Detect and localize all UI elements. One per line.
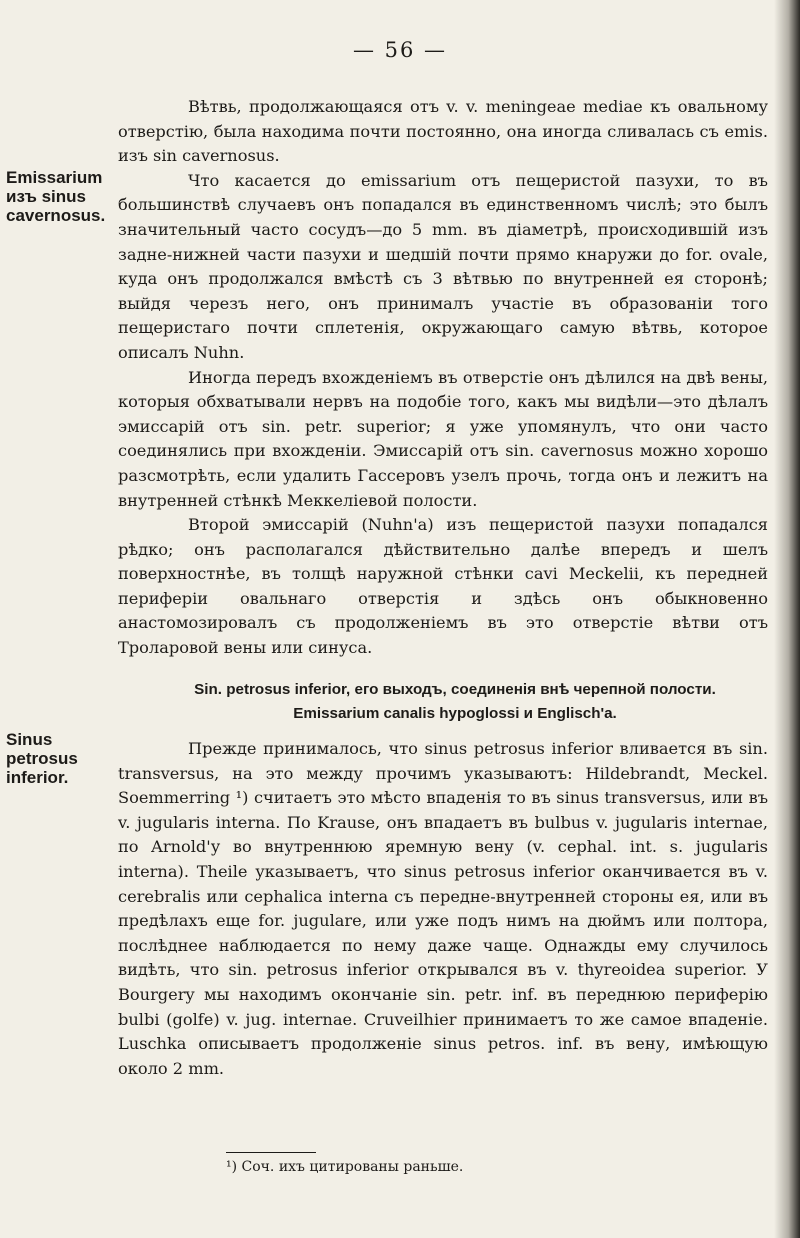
text-block-bottom: [118, 737, 768, 1081]
page-edge-shadow: [774, 0, 800, 1238]
margin-note-emissarium: Emissarium изъ sinus cavernosus.: [6, 168, 106, 225]
footnote-divider: [226, 1152, 316, 1153]
paragraph: Вѣтвь, продолжающаяся отъ v. v. meningeae mediae къ овальному отверстію, была находима почти постоянно, она иногда сливалась съ emis. изъ sin cavernosus.: [118, 97, 768, 166]
paragraph: Второй эмиссарій (Nuhn'a) изъ пещеристой пазухи попадался рѣдко; онъ располагался дѣйствительно далѣе впередъ и шелъ поверхностнѣе, въ толщѣ наружной стѣнки cavi Meckelii, къ передней периферіи овальнаго отверстія и здѣсь онъ обыкновенно анастомозировалъ съ продолженіемъ въ это отверстіе вѣтви отъ Тролаpовой вены или синуса.: [118, 515, 768, 658]
section-heading: Sin. petrosus inferior, его выходъ, соединенія внѣ черепной полости. Emissarium canalis hypoglossi и Englisch'a.: [194, 681, 716, 722]
text-block-top: [118, 95, 768, 661]
paragraph: Прежде принималось, что sinus petrosus inferior вливается въ sin. transversus, на это между прочимъ указываютъ: Hildebrandt, Meckel. Soemmerring ¹) считаетъ это мѣсто впаденія то въ sinus transversus, или въ v. jugularis interna. По Krause, онъ впадаетъ въ bulbus v. jugularis internae, по Arnold'у во внутреннюю яремную вену (v. cephal. int. s. jugularis interna). Theile указываетъ, что sinus petrosus inferior оканчивается въ v. cerebralis или cephalica interna съ передне-внутренней стороны ея, или въ предѣлахъ еще for. jugulare, или уже подъ нимъ на дюймъ или полтора, послѣднее наблюдается по нему даже чаще. Однажды ему случилось видѣть, что sin. petrosus inferior открывался въ v. thyreoidea superior. У Bourgery мы находимъ окончаніе sin. petr. inf. въ переднюю периферію bulbi (golfe) v. jug. internae. Cruveilhier принимаетъ то же самое впаденіе. Luschka описываетъ продолженіе sinus petros. inf. въ вену, имѣющую около 2 mm.: [118, 739, 768, 1078]
page-number: — 56 —: [352, 38, 448, 62]
footnote: ¹) Соч. ихъ цитированы раньше.: [226, 1159, 464, 1175]
margin-note-sinus-petrosus: Sinus petrosus inferior.: [6, 730, 78, 787]
paragraph: Иногда передъ вхожденіемъ въ отверстіе онъ дѣлился на двѣ вены, которыя обхватывали нервъ на подобіе того, какъ мы видѣли—это дѣлалъ эмиссарій отъ sin. petr. superior; я уже упомянулъ, что они часто соединялись при вхожденіи. Эмиссарій отъ sin. cavernosus можно хорошо разсмотрѣть, если удалить Гассеровъ узелъ прочь, тогда онъ и лежитъ на внутренней стѣнкѣ Меккеліевой полости.: [118, 367, 768, 510]
paragraph: Что касается до emissarium отъ пещеристой пазухи, то въ большинствѣ случаевъ онъ попадался въ единственномъ числѣ; это былъ значительный часто сосудъ—до 5 mm. въ діаметрѣ, происходившій изъ задне-нижней части пазухи и шедшій почти прямо кнаружи до for. ovale, куда онъ продолжался вмѣстѣ съ 3 вѣтвью по внутренней ея сторонѣ; выйдя черезъ него, онъ принималъ участіе въ образованіи того пещеристаго почти сплетенія, окружающаго самую вѣтвь, которое описалъ Nuhn.: [118, 170, 768, 362]
